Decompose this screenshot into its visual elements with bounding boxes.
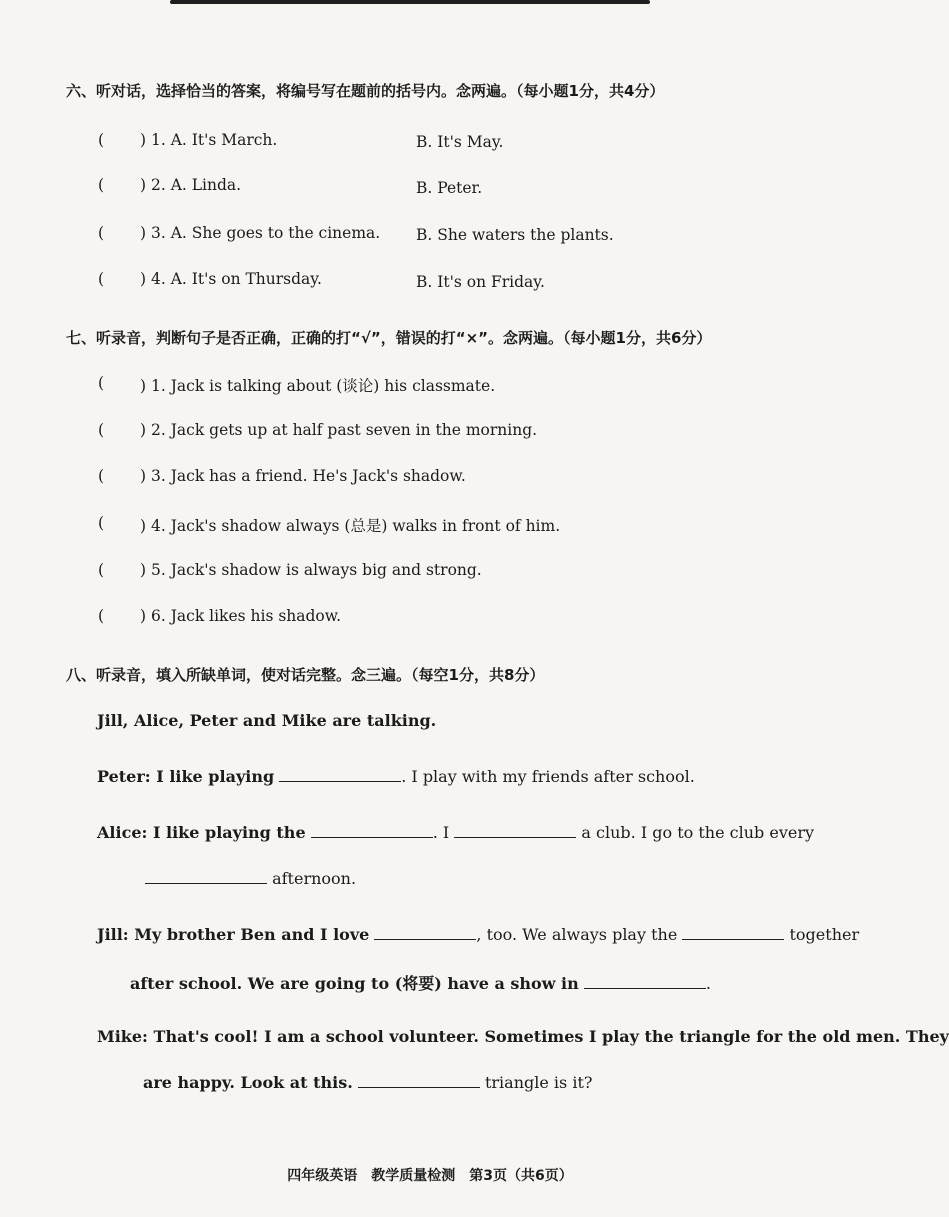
s7-q2: ) 2. Jack gets up at half past seven in the morning. — [140, 421, 538, 439]
answer-blank[interactable] — [145, 869, 267, 884]
section6-title: 六、听对话，选择恰当的答案，将编号写在题前的括号内。念两遍。（每小题1分，共4分） — [66, 82, 665, 100]
answer-blank[interactable] — [584, 974, 706, 989]
s6-q2-b: B. Peter. — [416, 179, 483, 197]
paren: ( — [98, 514, 105, 532]
s7-q6: ) 6. Jack likes his shadow. — [140, 607, 342, 625]
s8-jill-line: Jill: My brother Ben and I love , too. We always play the together — [97, 925, 860, 944]
s8-alice-line2: afternoon. — [145, 869, 356, 888]
paren: ( — [98, 561, 105, 579]
s8-jill-line2: after school. We are going to (将要) have a show in . — [130, 974, 711, 993]
page-footer: 四年级英语 教学质量检测 第3页（共6页） — [287, 1168, 573, 1184]
s8-peter-line: Peter: I like playing . I play with my friends after school. — [97, 767, 695, 786]
s7-q1: ) 1. Jack is talking about (谈论) his classmate. — [140, 377, 496, 395]
paren: ( — [98, 421, 105, 439]
s7-q4: ) 4. Jack's shadow always (总是) walks in front of him. — [140, 517, 561, 535]
s6-q1-b: B. It's May. — [416, 133, 504, 151]
s6-q2: ) 2. A. Linda. — [140, 176, 242, 194]
answer-blank[interactable] — [682, 925, 784, 940]
s6-q3: ) 3. A. She goes to the cinema. — [140, 224, 381, 242]
section7-title: 七、听录音，判断句子是否正确，正确的打“√”，错误的打“×”。念两遍。（每小题1分，共6分） — [66, 329, 712, 347]
s6-q4-b: B. It's on Friday. — [416, 273, 545, 291]
s8-mike-line: Mike: That's cool! I am a school volunteer. Sometimes I play the triangle for the old men. They — [97, 1027, 949, 1046]
s8-mike-line2: are happy. Look at this. triangle is it? — [143, 1073, 593, 1092]
paren: ( — [98, 176, 105, 194]
answer-blank[interactable] — [358, 1073, 480, 1088]
answer-blank[interactable] — [311, 823, 433, 838]
answer-blank[interactable] — [279, 767, 401, 782]
s6-q4: ) 4. A. It's on Thursday. — [140, 270, 322, 288]
s7-q5: ) 5. Jack's shadow is always big and strong. — [140, 561, 482, 579]
s6-q3-b: B. She waters the plants. — [416, 226, 614, 244]
s6-q1: ) 1. A. It's March. — [140, 131, 278, 149]
answer-blank[interactable] — [454, 823, 576, 838]
paren: ( — [98, 607, 105, 625]
s7-q3: ) 3. Jack has a friend. He's Jack's shadow. — [140, 467, 466, 485]
answer-blank[interactable] — [374, 925, 476, 940]
paren: ( — [98, 131, 105, 149]
paren: ( — [98, 270, 105, 288]
s8-alice-line: Alice: I like playing the . I a club. I go to the club every — [97, 823, 815, 842]
paren: ( — [98, 467, 105, 485]
paren: ( — [98, 374, 105, 392]
scan-edge — [170, 0, 650, 4]
paren: ( — [98, 224, 105, 242]
section8-title: 八、听录音，填入所缺单词，使对话完整。念三遍。（每空1分，共8分） — [66, 666, 545, 684]
s8-intro: Jill, Alice, Peter and Mike are talking. — [97, 711, 437, 730]
